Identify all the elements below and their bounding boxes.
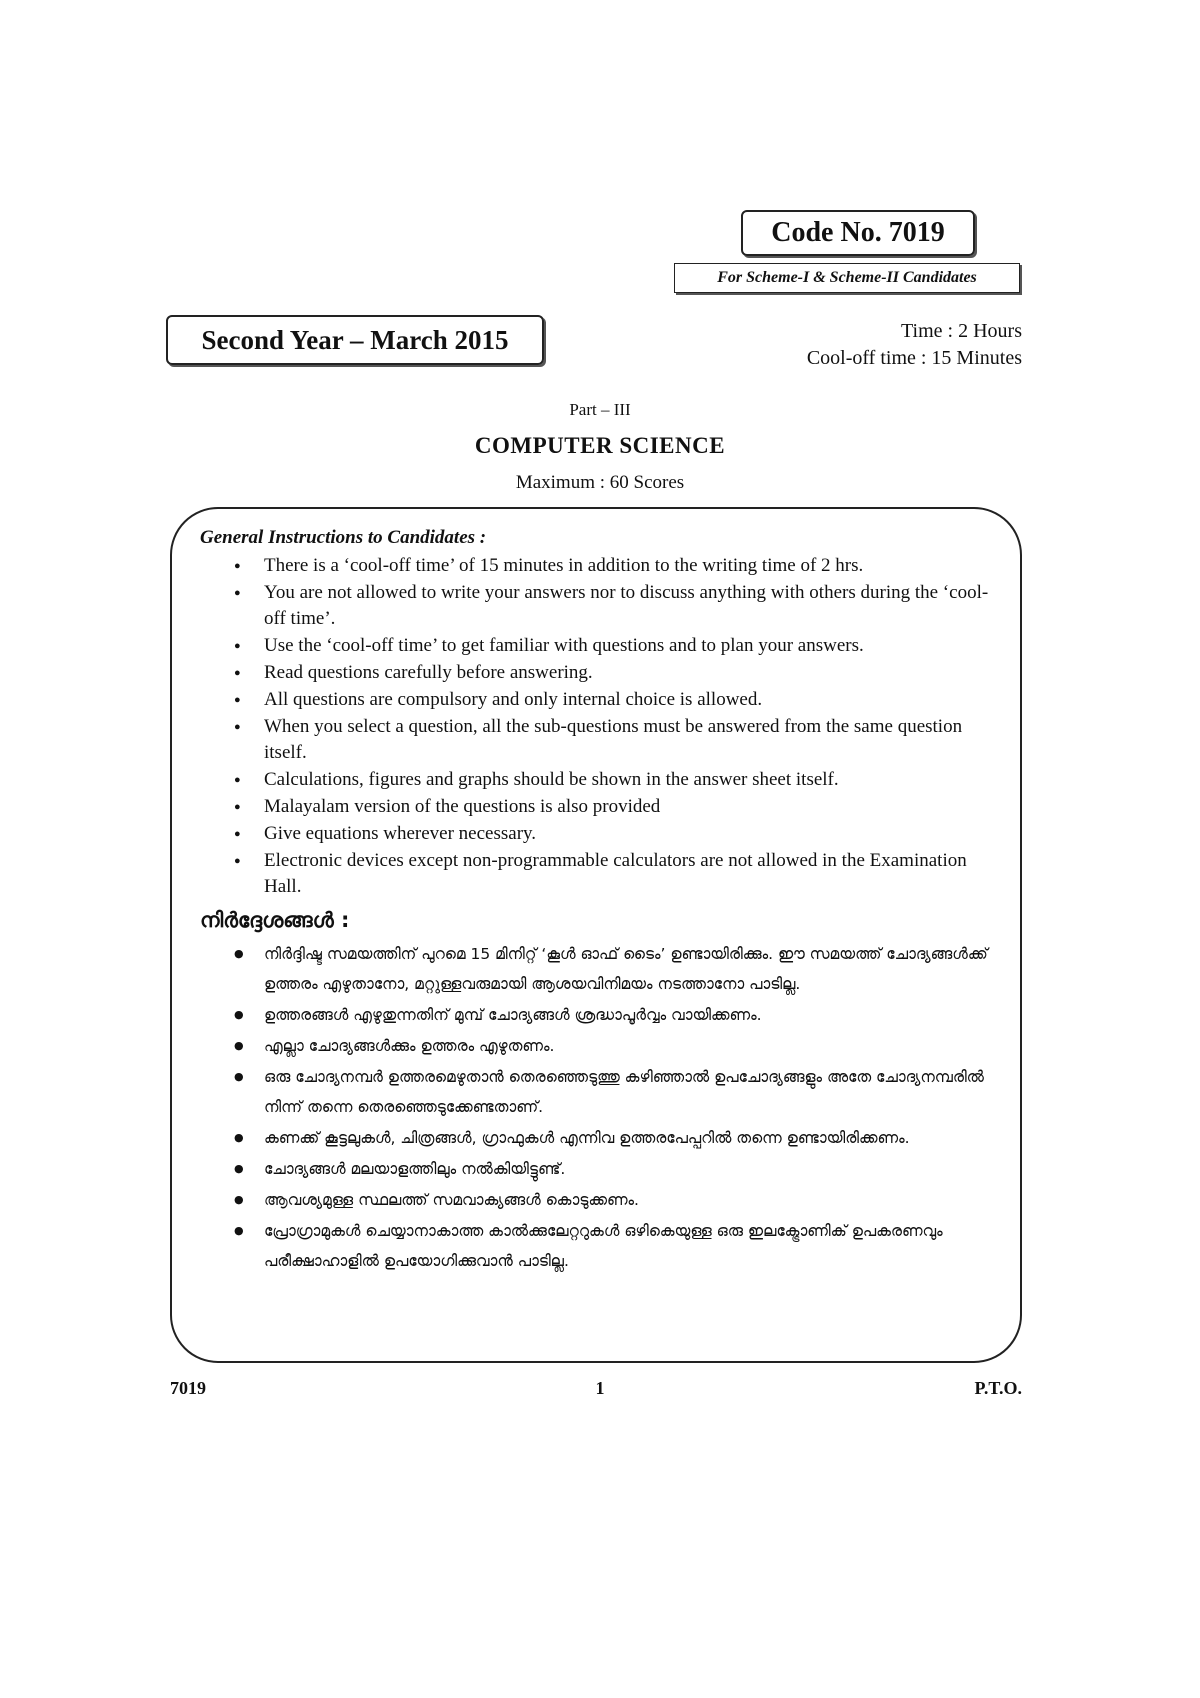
cool-off-time: Cool-off time : 15 Minutes: [806, 347, 1022, 369]
malayalam-instruction-item: ● കണക്ക് കൂട്ടലുകൾ, ചിത്രങ്ങൾ, ഗ്രാഫുകൾ എന്നിവ ഉത്തരപേപ്പറിൽ തന്നെ ഉണ്ടായിരിക്കണം.: [200, 1123, 990, 1153]
footer-code: 7019: [170, 1378, 206, 1398]
instruction-item: ● Electronic devices except non-programmable calculators are not allowed in the Examination Hall.: [200, 848, 990, 900]
instruction-item: ● Calculations, figures and graphs should be shown in the answer sheet itself.: [200, 767, 990, 793]
english-instructions-list: [200, 553, 990, 900]
code-number-box: Code No. 7019: [741, 210, 975, 256]
footer-pto: P.T.O.: [974, 1378, 1022, 1398]
instructions-section: [200, 527, 990, 1277]
malayalam-instruction-item: ● നിർദ്ദിഷ്ട സമയത്തിന് പുറമെ 15 മിനിറ്റ് ‘കൂൾ ഓഫ് ടൈം’ ഉണ്ടായിരിക്കും. ഈ സമയത്ത് ചോദ്യങ്ങൾക്ക് ഉത്തരം എഴുതാനോ, മറ്റുള്ളവരുമായി ആശയവിനിമയം നടത്താനോ പാടില്ല.: [200, 939, 990, 999]
time-duration: Time : 2 Hours: [901, 320, 1022, 342]
instruction-item: ● You are not allowed to write your answers nor to discuss anything with others during the ‘cool-off time’.: [200, 580, 990, 632]
malayalam-instruction-item: ● ഉത്തരങ്ങൾ എഴുതുന്നതിന് മുമ്പ് ചോദ്യങ്ങൾ ശ്രദ്ധാപൂർവ്വം വായിക്കണം.: [200, 1000, 990, 1030]
time-info: [807, 318, 1022, 372]
malayalam-instruction-item: ● പ്രോഗ്രാമുകൾ ചെയ്യാനാകാത്ത കാൽക്കുലേറ്ററുകൾ ഒഴികെയുള്ള ഒരു ഇലക്ട്രോണിക് ഉപകരണവും പരീക്ഷാഹാളിൽ ഉപയോഗിക്കുവാൻ പാടില്ല.: [200, 1216, 990, 1276]
instruction-item: ● Use the ‘cool-off time’ to get familiar with questions and to plan your answers.: [200, 633, 990, 659]
malayalam-instruction-item: ● എല്ലാ ചോദ്യങ്ങൾക്കും ഉത്തരം എഴുതണം.: [200, 1031, 990, 1061]
instructions-heading: General Instructions to Candidates :: [200, 527, 487, 548]
instruction-item: ● When you select a question, all the sub-questions must be answered from the same question itself.: [200, 714, 990, 766]
instruction-item: ● All questions are compulsory and only internal choice is allowed.: [200, 687, 990, 713]
malayalam-instructions-list: [200, 939, 990, 1276]
scheme-label-box: For Scheme-I & Scheme-II Candidates: [674, 263, 1020, 293]
subject-title: COMPUTER SCIENCE: [474, 433, 726, 458]
malayalam-instruction-item: ● ഒരു ചോദ്യനമ്പർ ഉത്തരമെഴുതാൻ തെരഞ്ഞെടുത്തു കഴിഞ്ഞാൽ ഉപചോദ്യങ്ങളും അതേ ചോദ്യനമ്പരിൽ നിന്ന് തന്നെ തെരഞ്ഞെടുക്കേണ്ടതാണ്.: [200, 1062, 990, 1122]
instruction-item: ● There is a ‘cool-off time’ of 15 minutes in addition to the writing time of 2 hrs.: [200, 553, 990, 579]
malayalam-instruction-item: ● ആവശ്യമുള്ള സ്ഥലത്ത് സമവാക്യങ്ങൾ കൊടുക്കണം.: [200, 1185, 990, 1215]
instruction-item: ● Give equations wherever necessary.: [200, 821, 990, 847]
malayalam-heading: നിർദ്ദേശങ്ങൾ :: [200, 908, 350, 932]
part-label: Part – III: [569, 400, 631, 419]
maximum-score: Maximum : 60 Scores: [515, 472, 685, 493]
malayalam-instruction-item: ● ചോദ്യങ്ങൾ മലയാളത്തിലും നൽകിയിട്ടുണ്ട്.: [200, 1154, 990, 1184]
instruction-item: ● Read questions carefully before answering.: [200, 660, 990, 686]
instruction-item: ● Malayalam version of the questions is also provided: [200, 794, 990, 820]
footer-page-number: 1: [595, 1378, 605, 1398]
exam-year-box: Second Year – March 2015: [166, 315, 544, 365]
